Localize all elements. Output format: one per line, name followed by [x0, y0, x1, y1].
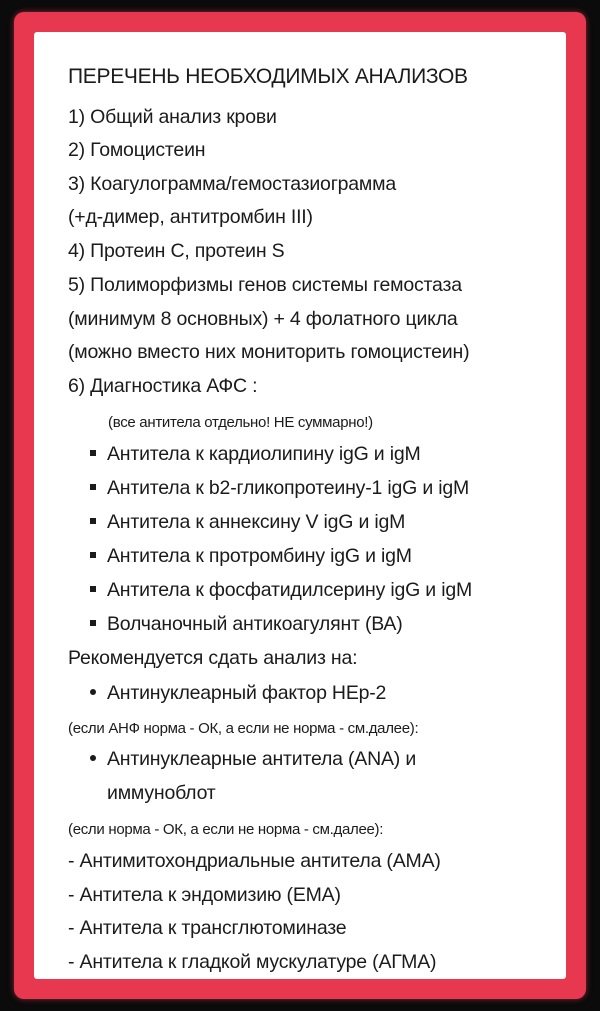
afs-list-item: Антитела к аннексину V igG и igM [90, 510, 405, 534]
afs-list-item: Антитела к протромбину igG и igM [90, 544, 412, 568]
document-title: ПЕРЕЧЕНЬ НЕОБХОДИМЫХ АНАЛИЗОВ [68, 65, 468, 88]
afs-list-item: Антитела к b2-гликопротеину-1 igG и igM [90, 476, 469, 500]
recommend-item: Антинуклеарный фактор НЕр-2 [90, 681, 386, 705]
square-bullet-icon [90, 450, 96, 456]
list-item: 4) Протеин С, протеин S [68, 240, 285, 262]
list-item: 3) Коагулограмма/гемостазиограмма [68, 173, 396, 195]
list-item: (+д-димер, антитромбин III) [68, 206, 313, 228]
recommend-item: Антинуклеарные антитела (ANA) и [90, 747, 416, 771]
recommend-item-continuation: иммуноблот [107, 782, 216, 804]
list-item: (минимум 8 основных) + 4 фолатного цикла [68, 308, 458, 330]
list-item: (можно вместо них мониторить гомоцистеин) [68, 341, 470, 363]
round-bullet-icon [90, 689, 96, 695]
ana-note: (если норма - ОК, а если не норма - см.далее): [68, 821, 384, 838]
square-bullet-icon [90, 620, 96, 626]
list-item: 1) Общий анализ крови [68, 106, 277, 128]
square-bullet-icon [90, 586, 96, 592]
afs-note: (все антитела отдельно! НЕ суммарно!) [108, 414, 373, 431]
dash-list-item: - Антитела к гладкой мускулатуре (АГМА) [68, 951, 437, 973]
dash-list-item: - Антитела к трансглютоминазе [68, 917, 347, 939]
list-item: 6) Диагностика АФС : [68, 375, 258, 397]
square-bullet-icon [90, 484, 96, 490]
square-bullet-icon [90, 518, 96, 524]
anf-note: (если АНФ норма - ОК, а если не норма - см.далее): [68, 720, 419, 737]
document-card [34, 32, 566, 979]
list-item: 5) Полиморфизмы генов системы гемостаза [68, 274, 462, 296]
dash-list-item: - Антитела к эндомизию (ЕМА) [68, 884, 341, 906]
square-bullet-icon [90, 552, 96, 558]
afs-list-item: Антитела к фосфатидилсерину igG и igM [90, 578, 472, 602]
red-frame [14, 12, 586, 999]
recommend-heading: Рекомендуется сдать анализ на: [68, 647, 358, 669]
afs-list-item: Антитела к кардиолипину igG и igM [90, 442, 421, 466]
afs-list-item: Волчаночный антикоагулянт (ВА) [90, 612, 403, 636]
round-bullet-icon [90, 755, 96, 761]
dash-list-item: - Антимитохондриальные антитела (АМА) [68, 850, 441, 872]
list-item: 2) Гомоцистеин [68, 139, 206, 161]
